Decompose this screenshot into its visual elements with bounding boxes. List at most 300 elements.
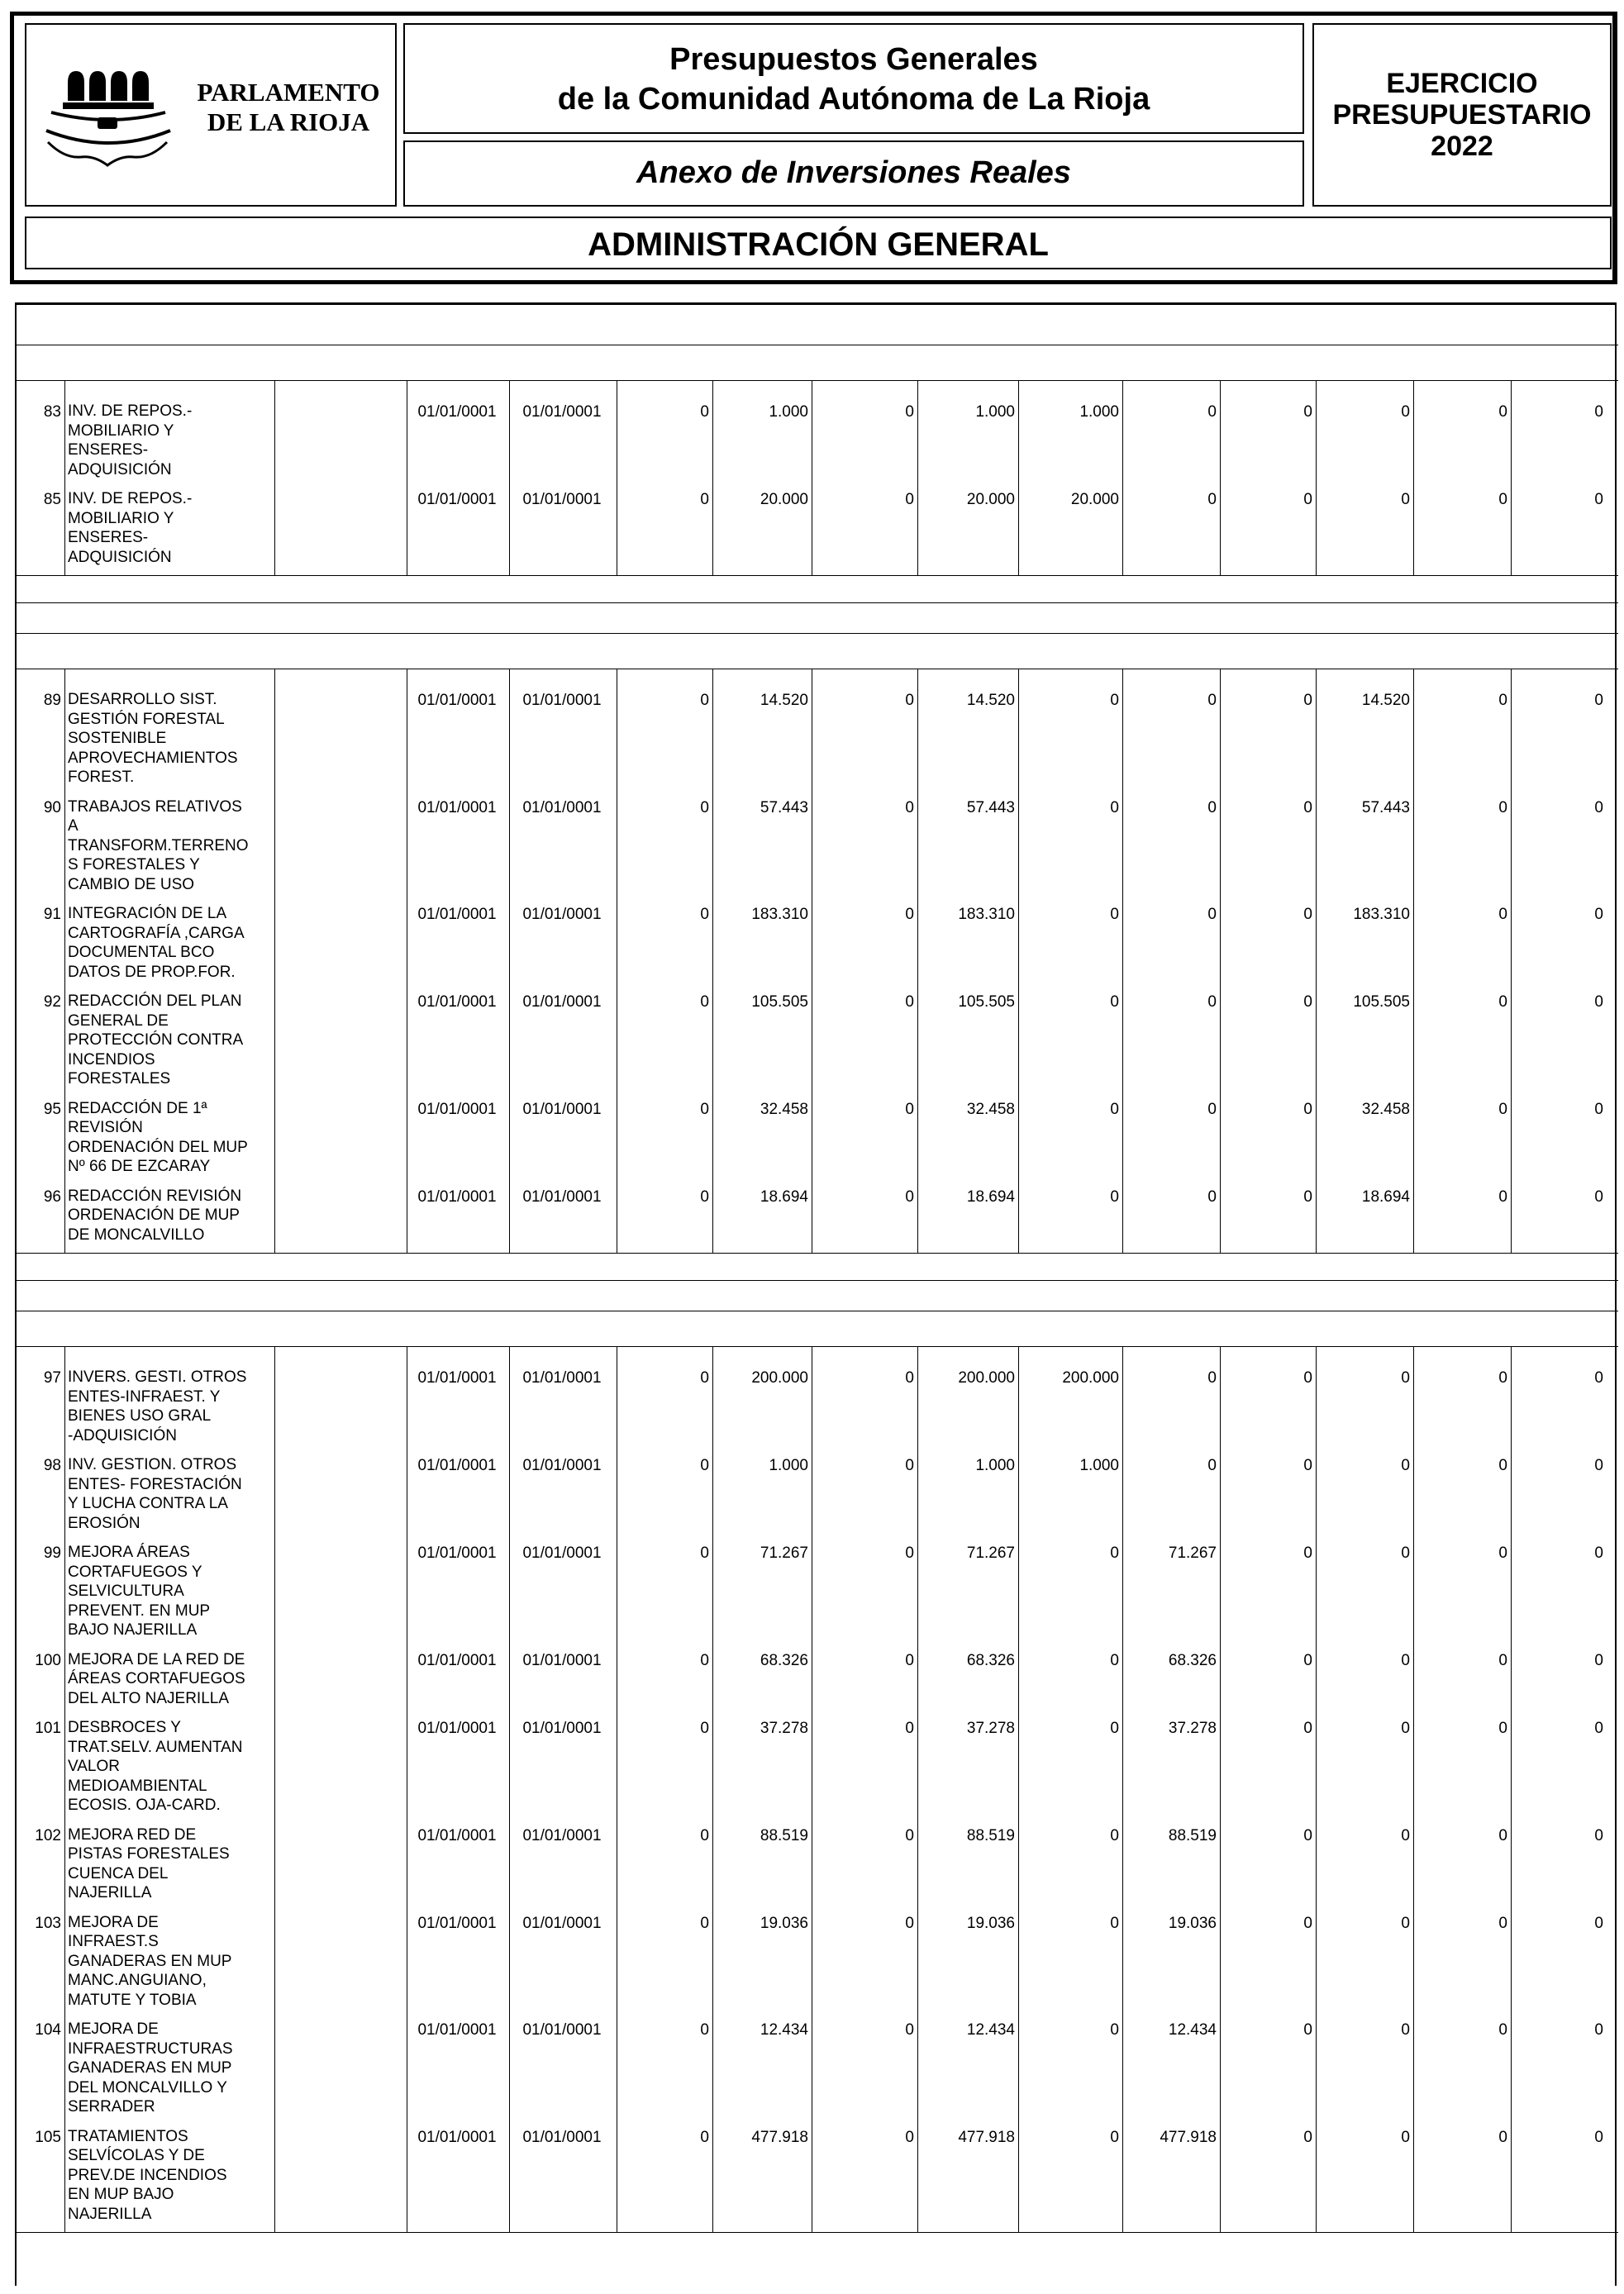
row-number: 91: [43, 906, 61, 923]
project-description-line: GANADERAS EN MUP: [68, 2059, 232, 2077]
project-description-line: INTEGRACIÓN DE LA: [68, 905, 227, 922]
row-number: 96: [43, 1187, 61, 1206]
cell-ant: 0: [700, 993, 709, 1011]
header-divider: [17, 1346, 1618, 1347]
row-number: 85: [43, 491, 61, 508]
project-description-line: DEL MONCALVILLO Y: [68, 2078, 227, 2096]
row-number: 103: [35, 1914, 61, 1932]
column-divider: [1413, 380, 1414, 575]
cell-total: 20.000: [966, 491, 1015, 508]
cell-total: 71.267: [966, 1544, 1015, 1562]
project-description-line: NAJERILLA: [68, 1884, 152, 1901]
project-description-line: INV. DE REPOS.-: [68, 402, 193, 420]
cell-per: 0: [1498, 1100, 1507, 1118]
cell-inc: 0: [1401, 1720, 1410, 1737]
cell-per: 0: [1498, 1369, 1507, 1387]
cell-inc: 183.310: [1353, 906, 1410, 923]
project-description-line: PREV.DE INCENDIOS: [68, 2166, 227, 2184]
cell-ant: 0: [700, 1187, 709, 1206]
column-divider: [1220, 380, 1221, 575]
column-divider: [1511, 380, 1512, 575]
cell-otr: 0: [1594, 798, 1603, 816]
cell-total: 200.000: [958, 1369, 1015, 1387]
cell-ant: 0: [700, 2128, 709, 2146]
cell-adq: 0: [1110, 993, 1119, 1011]
cell-per: 0: [1498, 1651, 1507, 1669]
project-description-line: DATOS DE PROP.FOR.: [68, 963, 236, 981]
column-divider: [64, 1346, 65, 2232]
project-description-line: ORDENACIÓN DE MUP: [68, 1206, 240, 1224]
column-divider: [1018, 380, 1019, 575]
cell-inc: 0: [1401, 2021, 1410, 2039]
project-description-line: ÁREAS CORTAFUEGOS: [68, 1670, 245, 1687]
cell-adq: 0: [1110, 798, 1119, 816]
project-description-line: PREVENT. EN MUP: [68, 1602, 211, 1620]
cell-gas: 0: [1303, 798, 1312, 816]
cell-fin: 01/01/0001: [522, 798, 602, 816]
cell-otr: 0: [1594, 491, 1603, 508]
cell-post: 0: [905, 2128, 914, 2146]
cell-gas: 0: [1303, 1187, 1312, 1206]
cell-per: 0: [1498, 2128, 1507, 2146]
project-description-line: ENSERES-: [68, 441, 149, 459]
cell-inc: 0: [1401, 1651, 1410, 1669]
cell-otr: 0: [1594, 1100, 1603, 1118]
cell-ini: 01/01/0001: [417, 1544, 497, 1562]
project-description-line: INV. GESTION. OTROS: [68, 1456, 237, 1473]
cell-post: 0: [905, 491, 914, 508]
project-description-line: DEL ALTO NAJERILLA: [68, 1689, 230, 1707]
cell-otr: 0: [1594, 2021, 1603, 2039]
row-number: 83: [43, 403, 61, 421]
cell-gas: 0: [1303, 1826, 1312, 1844]
cell-per: 0: [1498, 692, 1507, 709]
cell-fin: 01/01/0001: [522, 1457, 602, 1474]
section-title: ADMINISTRACIÓN GENERAL: [588, 226, 1049, 263]
column-divider: [1413, 669, 1414, 1253]
cell-total: 57.443: [966, 798, 1015, 816]
cell-adq: 20.000: [1070, 491, 1119, 508]
investments-table: [15, 302, 1617, 2286]
cell-total: 1.000: [975, 403, 1015, 421]
cell-ini: 01/01/0001: [417, 1369, 497, 1387]
cell-per: 0: [1498, 2021, 1507, 2039]
cell-adq: 0: [1110, 1720, 1119, 1737]
cell-con: 477.918: [1160, 2128, 1217, 2146]
cell-gas: 0: [1303, 993, 1312, 1011]
column-divider: [712, 380, 713, 575]
ejercicio-box: [1312, 23, 1612, 207]
row-number: 97: [43, 1369, 61, 1387]
column-divider: [1220, 1346, 1221, 2232]
cell-fin: 01/01/0001: [522, 491, 602, 508]
cell-total: 37.278: [966, 1720, 1015, 1737]
column-divider: [274, 669, 275, 1253]
project-description-line: SERRADER: [68, 2098, 155, 2116]
cell-ano: 200.000: [751, 1369, 808, 1387]
cell-gas: 0: [1303, 2128, 1312, 2146]
project-description-line: PISTAS FORESTALES: [68, 1845, 230, 1863]
subtitle-box: [403, 140, 1304, 207]
row-number: 105: [35, 2128, 61, 2146]
cell-adq: 0: [1110, 906, 1119, 923]
project-description-line: REDACCIÓN REVISIÓN: [68, 1187, 242, 1205]
cell-con: 71.267: [1168, 1544, 1217, 1562]
cell-ano: 183.310: [751, 906, 808, 923]
project-description-line: A: [68, 817, 79, 835]
cell-ini: 01/01/0001: [417, 2021, 497, 2039]
cell-inc: 0: [1401, 403, 1410, 421]
row-number: 89: [43, 692, 61, 709]
cell-total: 183.310: [958, 906, 1015, 923]
project-description-line: S FORESTALES Y: [68, 856, 200, 873]
cell-ant: 0: [700, 1457, 709, 1474]
cell-gas: 0: [1303, 1544, 1312, 1562]
cell-total: 105.505: [958, 993, 1015, 1011]
project-description-line: CUENCA DEL: [68, 1864, 169, 1882]
title-box: [403, 23, 1304, 134]
cell-adq: 200.000: [1062, 1369, 1119, 1387]
project-description-line: DESBROCES Y: [68, 1719, 181, 1736]
cell-post: 0: [905, 692, 914, 709]
cell-con: 12.434: [1168, 2021, 1217, 2039]
project-description-line: INFRAESTRUCTURAS: [68, 2039, 233, 2058]
cell-post: 0: [905, 906, 914, 923]
cell-inc: 14.520: [1361, 692, 1410, 709]
cell-post: 0: [905, 1914, 914, 1932]
cell-fin: 01/01/0001: [522, 1369, 602, 1387]
column-divider: [917, 669, 918, 1253]
row-number: 98: [43, 1457, 61, 1474]
project-description-line: MATUTE Y TOBIA: [68, 1991, 197, 2009]
cell-post: 0: [905, 1651, 914, 1669]
column-divider: [1511, 1346, 1512, 2232]
column-divider: [64, 380, 65, 575]
cell-fin: 01/01/0001: [522, 1720, 602, 1737]
cell-fin: 01/01/0001: [522, 1651, 602, 1669]
project-description-line: TRABAJOS RELATIVOS: [68, 797, 242, 816]
cell-adq: 0: [1110, 1544, 1119, 1562]
cell-inc: 0: [1401, 491, 1410, 508]
cell-ano: 37.278: [760, 1720, 808, 1737]
parliament-line-1: PARLAMENTO: [197, 78, 380, 107]
project-description-line: MOBILIARIO Y: [68, 509, 174, 527]
project-description-line: MOBILIARIO Y: [68, 421, 174, 440]
cell-con: 0: [1207, 798, 1217, 816]
cell-fin: 01/01/0001: [522, 1100, 602, 1118]
ejercicio-year: 2022: [1431, 131, 1493, 162]
cell-post: 0: [905, 1826, 914, 1844]
row-number: 101: [35, 1720, 61, 1737]
cell-post: 0: [905, 993, 914, 1011]
cell-inc: 105.505: [1353, 993, 1410, 1011]
cell-otr: 0: [1594, 993, 1603, 1011]
cell-ant: 0: [700, 1720, 709, 1737]
project-description-line: BAJO NAJERILLA: [68, 1621, 198, 1639]
project-description-line: ENTES- FORESTACIÓN: [68, 1475, 242, 1493]
cell-total: 88.519: [966, 1826, 1015, 1844]
page-subtitle: Anexo de Inversiones Reales: [636, 155, 1071, 190]
cell-adq: 0: [1110, 1826, 1119, 1844]
section-box: [25, 217, 1612, 269]
cell-per: 0: [1498, 798, 1507, 816]
row-divider: [17, 1280, 1618, 1281]
project-description-line: REDACCIÓN DE 1ª: [68, 1099, 207, 1117]
cell-ini: 01/01/0001: [417, 1826, 497, 1844]
group-divider: [17, 2232, 1618, 2233]
project-description-line: REVISIÓN: [68, 1119, 143, 1136]
cell-con: 68.326: [1168, 1651, 1217, 1669]
project-description-line: TRANSFORM.TERRENO: [68, 836, 249, 854]
cell-con: 0: [1207, 993, 1217, 1011]
cell-inc: 57.443: [1361, 798, 1410, 816]
project-description-line: TRAT.SELV. AUMENTAN: [68, 1738, 243, 1756]
project-description-line: CAMBIO DE USO: [68, 875, 195, 893]
cell-fin: 01/01/0001: [522, 2021, 602, 2039]
title-line-1: Presupuestos Generales: [669, 42, 1038, 77]
ejercicio-label: [1314, 68, 1610, 162]
cell-gas: 0: [1303, 1369, 1312, 1387]
cell-adq: 0: [1110, 1100, 1119, 1118]
cell-con: 0: [1207, 1457, 1217, 1474]
parliament-line-2: DE LA RIOJA: [207, 107, 370, 136]
row-number: 99: [43, 1544, 61, 1562]
cell-ano: 12.434: [760, 2021, 808, 2039]
column-divider: [509, 380, 510, 575]
project-description-line: -ADQUISICIÓN: [68, 1426, 177, 1444]
cell-ini: 01/01/0001: [417, 1457, 497, 1474]
parliament-name: [185, 78, 392, 137]
cell-gas: 0: [1303, 1457, 1312, 1474]
column-divider: [1122, 1346, 1123, 2232]
cell-ano: 68.326: [760, 1651, 808, 1669]
project-description-line: GENERAL DE: [68, 1011, 169, 1030]
project-description-line: FOREST.: [68, 769, 135, 786]
cell-ano: 88.519: [760, 1826, 808, 1844]
cell-ano: 71.267: [760, 1544, 808, 1562]
cell-fin: 01/01/0001: [522, 1914, 602, 1932]
cell-ano: 105.505: [751, 993, 808, 1011]
project-description-line: MEJORA ÁREAS: [68, 1544, 190, 1561]
project-description-line: REDACCIÓN DEL PLAN: [68, 992, 242, 1010]
project-description-line: MEJORA DE: [68, 2020, 159, 2038]
column-divider: [64, 669, 65, 1253]
column-divider: [1220, 669, 1221, 1253]
cell-per: 0: [1498, 1914, 1507, 1932]
project-description-line: TRATAMIENTOS: [68, 2127, 188, 2145]
cell-post: 0: [905, 403, 914, 421]
project-description-line: FORESTALES: [68, 1070, 171, 1088]
project-description-line: Nº 66 DE EZCARAY: [68, 1158, 211, 1175]
cell-adq: 0: [1110, 1187, 1119, 1206]
cell-otr: 0: [1594, 1187, 1603, 1206]
project-description-line: ADQUISICIÓN: [68, 548, 172, 566]
project-description-line: Y LUCHA CONTRA LA: [68, 1495, 228, 1512]
column-divider: [1511, 669, 1512, 1253]
project-description-line: ORDENACIÓN DEL MUP: [68, 1138, 248, 1156]
cell-gas: 0: [1303, 491, 1312, 508]
cell-con: 0: [1207, 491, 1217, 508]
cell-inc: 0: [1401, 1369, 1410, 1387]
cell-otr: 0: [1594, 403, 1603, 421]
cell-ini: 01/01/0001: [417, 1914, 497, 1932]
cell-per: 0: [1498, 1826, 1507, 1844]
cell-total: 68.326: [966, 1651, 1015, 1669]
cell-fin: 01/01/0001: [522, 906, 602, 923]
row-number: 104: [35, 2021, 61, 2039]
cell-per: 0: [1498, 1544, 1507, 1562]
cell-otr: 0: [1594, 906, 1603, 923]
cell-gas: 0: [1303, 1720, 1312, 1737]
cell-inc: 0: [1401, 1914, 1410, 1932]
column-divider: [1018, 1346, 1019, 2232]
header-divider: [17, 380, 1618, 381]
cell-per: 0: [1498, 403, 1507, 421]
project-description-line: SOSTENIBLE: [68, 730, 167, 747]
cell-ant: 0: [700, 403, 709, 421]
cell-ant: 0: [700, 1369, 709, 1387]
column-divider: [274, 380, 275, 575]
cell-ant: 0: [700, 906, 709, 923]
column-divider: [712, 669, 713, 1253]
cell-ini: 01/01/0001: [417, 993, 497, 1011]
column-divider: [509, 1346, 510, 2232]
group-divider: [17, 1253, 1618, 1254]
cell-ant: 0: [700, 1914, 709, 1932]
cell-total: 14.520: [966, 692, 1015, 709]
cell-gas: 0: [1303, 1651, 1312, 1669]
project-description-line: GESTIÓN FORESTAL: [68, 710, 225, 728]
cell-gas: 0: [1303, 906, 1312, 923]
project-description-line: GANADERAS EN MUP: [68, 1952, 232, 1970]
project-description-line: INV. DE REPOS.-: [68, 490, 193, 507]
cell-otr: 0: [1594, 692, 1603, 709]
row-number: 90: [43, 798, 61, 816]
project-description-line: INCENDIOS: [68, 1050, 155, 1068]
cell-total: 18.694: [966, 1187, 1015, 1206]
cell-con: 0: [1207, 692, 1217, 709]
cell-gas: 0: [1303, 692, 1312, 709]
cell-ant: 0: [700, 1544, 709, 1562]
cell-otr: 0: [1594, 1720, 1603, 1737]
group-divider: [17, 575, 1618, 576]
cell-adq: 0: [1110, 1914, 1119, 1932]
cell-total: 477.918: [958, 2128, 1015, 2146]
cell-con: 88.519: [1168, 1826, 1217, 1844]
cell-fin: 01/01/0001: [522, 2128, 602, 2146]
cell-ano: 32.458: [760, 1100, 808, 1118]
row-number: 100: [35, 1651, 61, 1669]
cell-ano: 477.918: [751, 2128, 808, 2146]
cell-per: 0: [1498, 491, 1507, 508]
cell-total: 32.458: [966, 1100, 1015, 1118]
cell-post: 0: [905, 2021, 914, 2039]
cell-per: 0: [1498, 1720, 1507, 1737]
cell-ini: 01/01/0001: [417, 1720, 497, 1737]
cell-con: 0: [1207, 1187, 1217, 1206]
column-divider: [1316, 669, 1317, 1253]
project-description-line: ENSERES-: [68, 529, 149, 546]
cell-post: 0: [905, 1369, 914, 1387]
cell-ant: 0: [700, 1100, 709, 1118]
cell-ano: 1.000: [769, 403, 808, 421]
cell-ano: 18.694: [760, 1187, 808, 1206]
cell-inc: 18.694: [1361, 1187, 1410, 1206]
cell-fin: 01/01/0001: [522, 403, 602, 421]
cell-fin: 01/01/0001: [522, 993, 602, 1011]
cell-ano: 14.520: [760, 692, 808, 709]
cell-fin: 01/01/0001: [522, 1544, 602, 1562]
cell-post: 0: [905, 1720, 914, 1737]
cell-fin: 01/01/0001: [522, 1826, 602, 1844]
cell-adq: 0: [1110, 2128, 1119, 2146]
parliament-emblem-icon: [35, 58, 175, 182]
project-description-line: CORTAFUEGOS Y: [68, 1563, 202, 1581]
cell-ini: 01/01/0001: [417, 2128, 497, 2146]
row-number: 95: [43, 1100, 61, 1118]
column-divider: [1316, 1346, 1317, 2232]
column-divider: [1413, 1346, 1414, 2232]
cell-per: 0: [1498, 1187, 1507, 1206]
cell-gas: 0: [1303, 1914, 1312, 1932]
project-description-line: DOCUMENTAL BCO: [68, 944, 215, 961]
project-description-line: DE MONCALVILLO: [68, 1226, 205, 1244]
cell-total: 19.036: [966, 1914, 1015, 1932]
project-description-line: DESARROLLO SIST.: [68, 691, 217, 708]
project-description-line: EROSIÓN: [68, 1514, 140, 1532]
cell-gas: 0: [1303, 2021, 1312, 2039]
cell-ini: 01/01/0001: [417, 692, 497, 709]
cell-fin: 01/01/0001: [522, 1187, 602, 1206]
cell-ant: 0: [700, 2021, 709, 2039]
cell-con: 0: [1207, 906, 1217, 923]
project-description-line: MEDIOAMBIENTAL: [68, 1777, 207, 1795]
cell-ano: 1.000: [769, 1457, 808, 1474]
project-description-line: MEJORA RED DE: [68, 1825, 197, 1844]
cell-adq: 1.000: [1079, 403, 1119, 421]
project-description-line: ECOSIS. OJA-CARD.: [68, 1797, 221, 1814]
cell-con: 0: [1207, 1100, 1217, 1118]
cell-otr: 0: [1594, 1651, 1603, 1669]
cell-post: 0: [905, 798, 914, 816]
cell-ini: 01/01/0001: [417, 491, 497, 508]
title-line-2: de la Comunidad Autónoma de La Rioja: [557, 82, 1150, 117]
cell-ini: 01/01/0001: [417, 403, 497, 421]
cell-ini: 01/01/0001: [417, 1100, 497, 1118]
cell-inc: 0: [1401, 1826, 1410, 1844]
row-divider: [17, 633, 1618, 634]
project-description-line: EN MUP BAJO: [68, 2186, 174, 2203]
column-divider: [509, 669, 510, 1253]
cell-ant: 0: [700, 1651, 709, 1669]
cell-ini: 01/01/0001: [417, 1187, 497, 1206]
project-description-line: ADQUISICIÓN: [68, 460, 172, 478]
cell-per: 0: [1498, 906, 1507, 923]
cell-ant: 0: [700, 1826, 709, 1844]
cell-con: 37.278: [1168, 1720, 1217, 1737]
cell-ini: 01/01/0001: [417, 798, 497, 816]
cell-post: 0: [905, 1457, 914, 1474]
column-divider: [1122, 669, 1123, 1253]
cell-con: 0: [1207, 1369, 1217, 1387]
project-description-line: INFRAEST.S: [68, 1933, 159, 1950]
project-description-line: MEJORA DE LA RED DE: [68, 1650, 245, 1668]
row-number: 102: [35, 1826, 61, 1844]
cell-ini: 01/01/0001: [417, 906, 497, 923]
project-description-line: SELVÍCOLAS Y DE: [68, 2147, 205, 2164]
project-description-line: MEJORA DE: [68, 1913, 159, 1931]
column-divider: [917, 1346, 918, 2232]
